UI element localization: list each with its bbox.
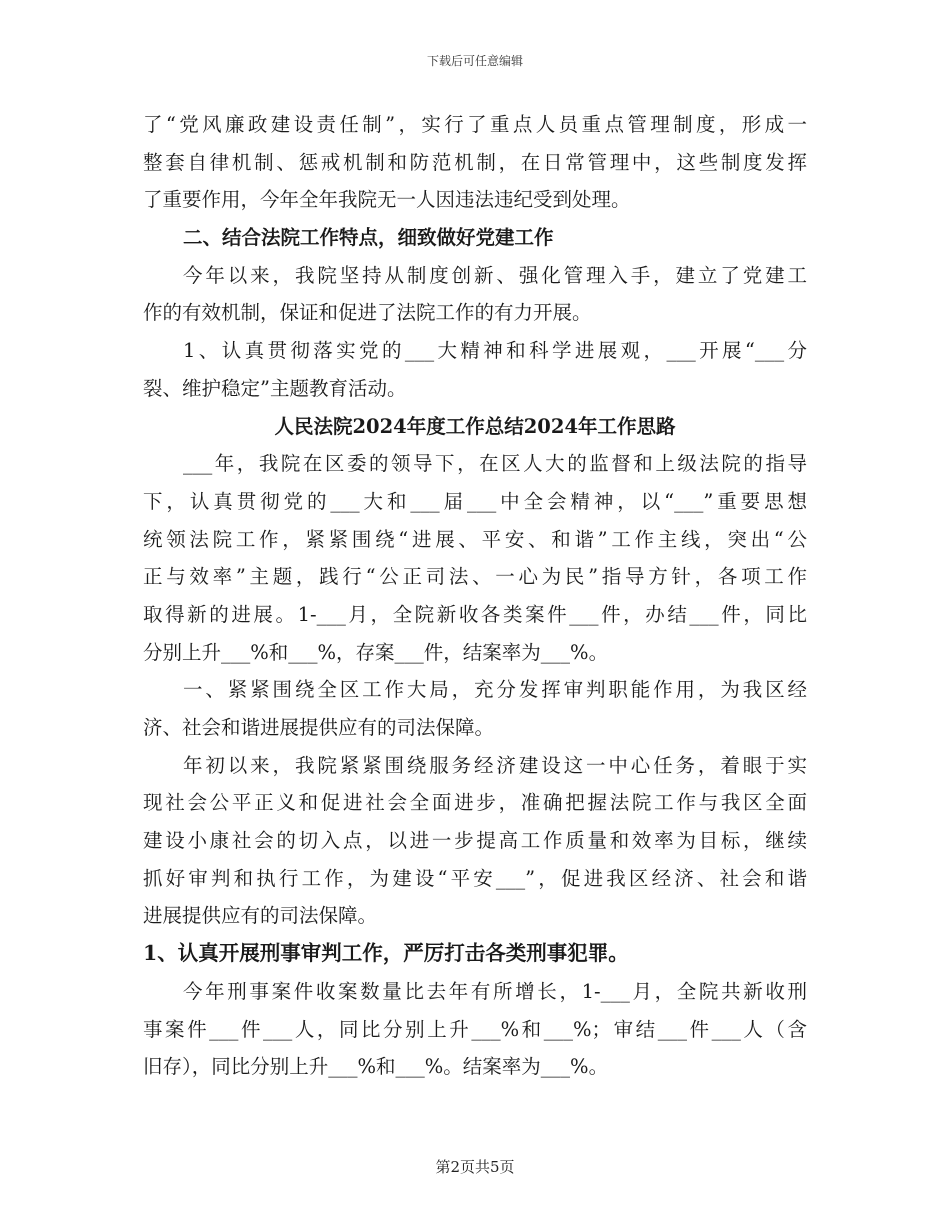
paragraph-line: 现社会公平正义和促进社会全面进步，准确把握法院工作与我区全面 (143, 791, 807, 815)
paragraph-line: 今年刑事案件收案数量比去年有所增长，1-___月，全院共新收刑 (183, 979, 807, 1003)
page-header: 下载后可任意编辑 (426, 54, 523, 68)
paragraph-line: 了重要作用，今年全年我院无一人因违法违纪受到处理。 (143, 188, 631, 212)
paragraph-line: 一、紧紧围绕全区工作大局，充分发挥审判职能作用，为我区经 (183, 678, 807, 702)
paragraph-line: 作的有效机制，保证和促进了法院工作的有力开展。 (143, 301, 592, 325)
paragraph-line: 年初以来，我院紧紧围绕服务经济建设这一中心任务，着眼于实 (183, 753, 807, 777)
paragraph-line: 裂、维护稳定”主题教育活动。 (143, 376, 407, 400)
document-title: 人民法院2024年度工作总结2024年工作思路 (274, 414, 676, 438)
paragraph-line: 建设小康社会的切入点，以进一步提高工作质量和效率为目标，继续 (143, 829, 807, 853)
paragraph-line: 取得新的进展。1-___月，全院新收各类案件___件，办结___件，同比 (143, 602, 807, 626)
paragraph-line: 统领法院工作，紧紧围绕“进展、平安、和谐”工作主线，突出“公 (143, 527, 807, 551)
paragraph-line: 了“党风廉政建设责任制”，实行了重点人员重点管理制度，形成一 (143, 113, 807, 136)
paragraph-line: 整套自律机制、惩戒机制和防范机制，在日常管理中，这些制度发挥 (143, 150, 807, 174)
subsection-heading: 1、认真开展刑事审判工作，严厉打击各类刑事犯罪。 (143, 941, 629, 966)
paragraph-line: 济、社会和谐进展提供应有的司法保障。 (143, 716, 495, 739)
section-heading: 二、结合法院工作特点，细致做好党建工作 (183, 226, 554, 250)
document-body (143, 106, 807, 1086)
page-footer: 第2页共5页 (435, 1158, 515, 1176)
paragraph-line: ___年，我院在区委的领导下，在区人大的监督和上级法院的指导 (183, 452, 807, 476)
paragraph-line: 正与效率”主题，践行“公正司法、一心为民”指导方针，各项工作 (143, 565, 807, 589)
paragraph-line: 抓好审判和执行工作，为建设“平安___”，促进我区经济、社会和谐 (143, 866, 807, 890)
paragraph-line: 进展提供应有的司法保障。 (143, 904, 378, 928)
paragraph-line: 旧存），同比分别上升___%和___%。结案率为___%。 (143, 1055, 609, 1079)
paragraph-line: 1、认真贯彻落实党的___大精神和科学进展观，___开展“___分 (183, 339, 807, 363)
paragraph-line: 下，认真贯彻党的___大和___届___中全会精神，以“___”重要思想 (143, 489, 807, 513)
paragraph-line: 分别上升___%和___%，存案___件，结案率为___%。 (143, 640, 609, 664)
paragraph-line: 今年以来，我院坚持从制度创新、强化管理入手，建立了党建工 (183, 263, 807, 287)
paragraph-line: 事案件___件___人，同比分别上升___%和___%；审结___件___人（含 (143, 1017, 807, 1041)
